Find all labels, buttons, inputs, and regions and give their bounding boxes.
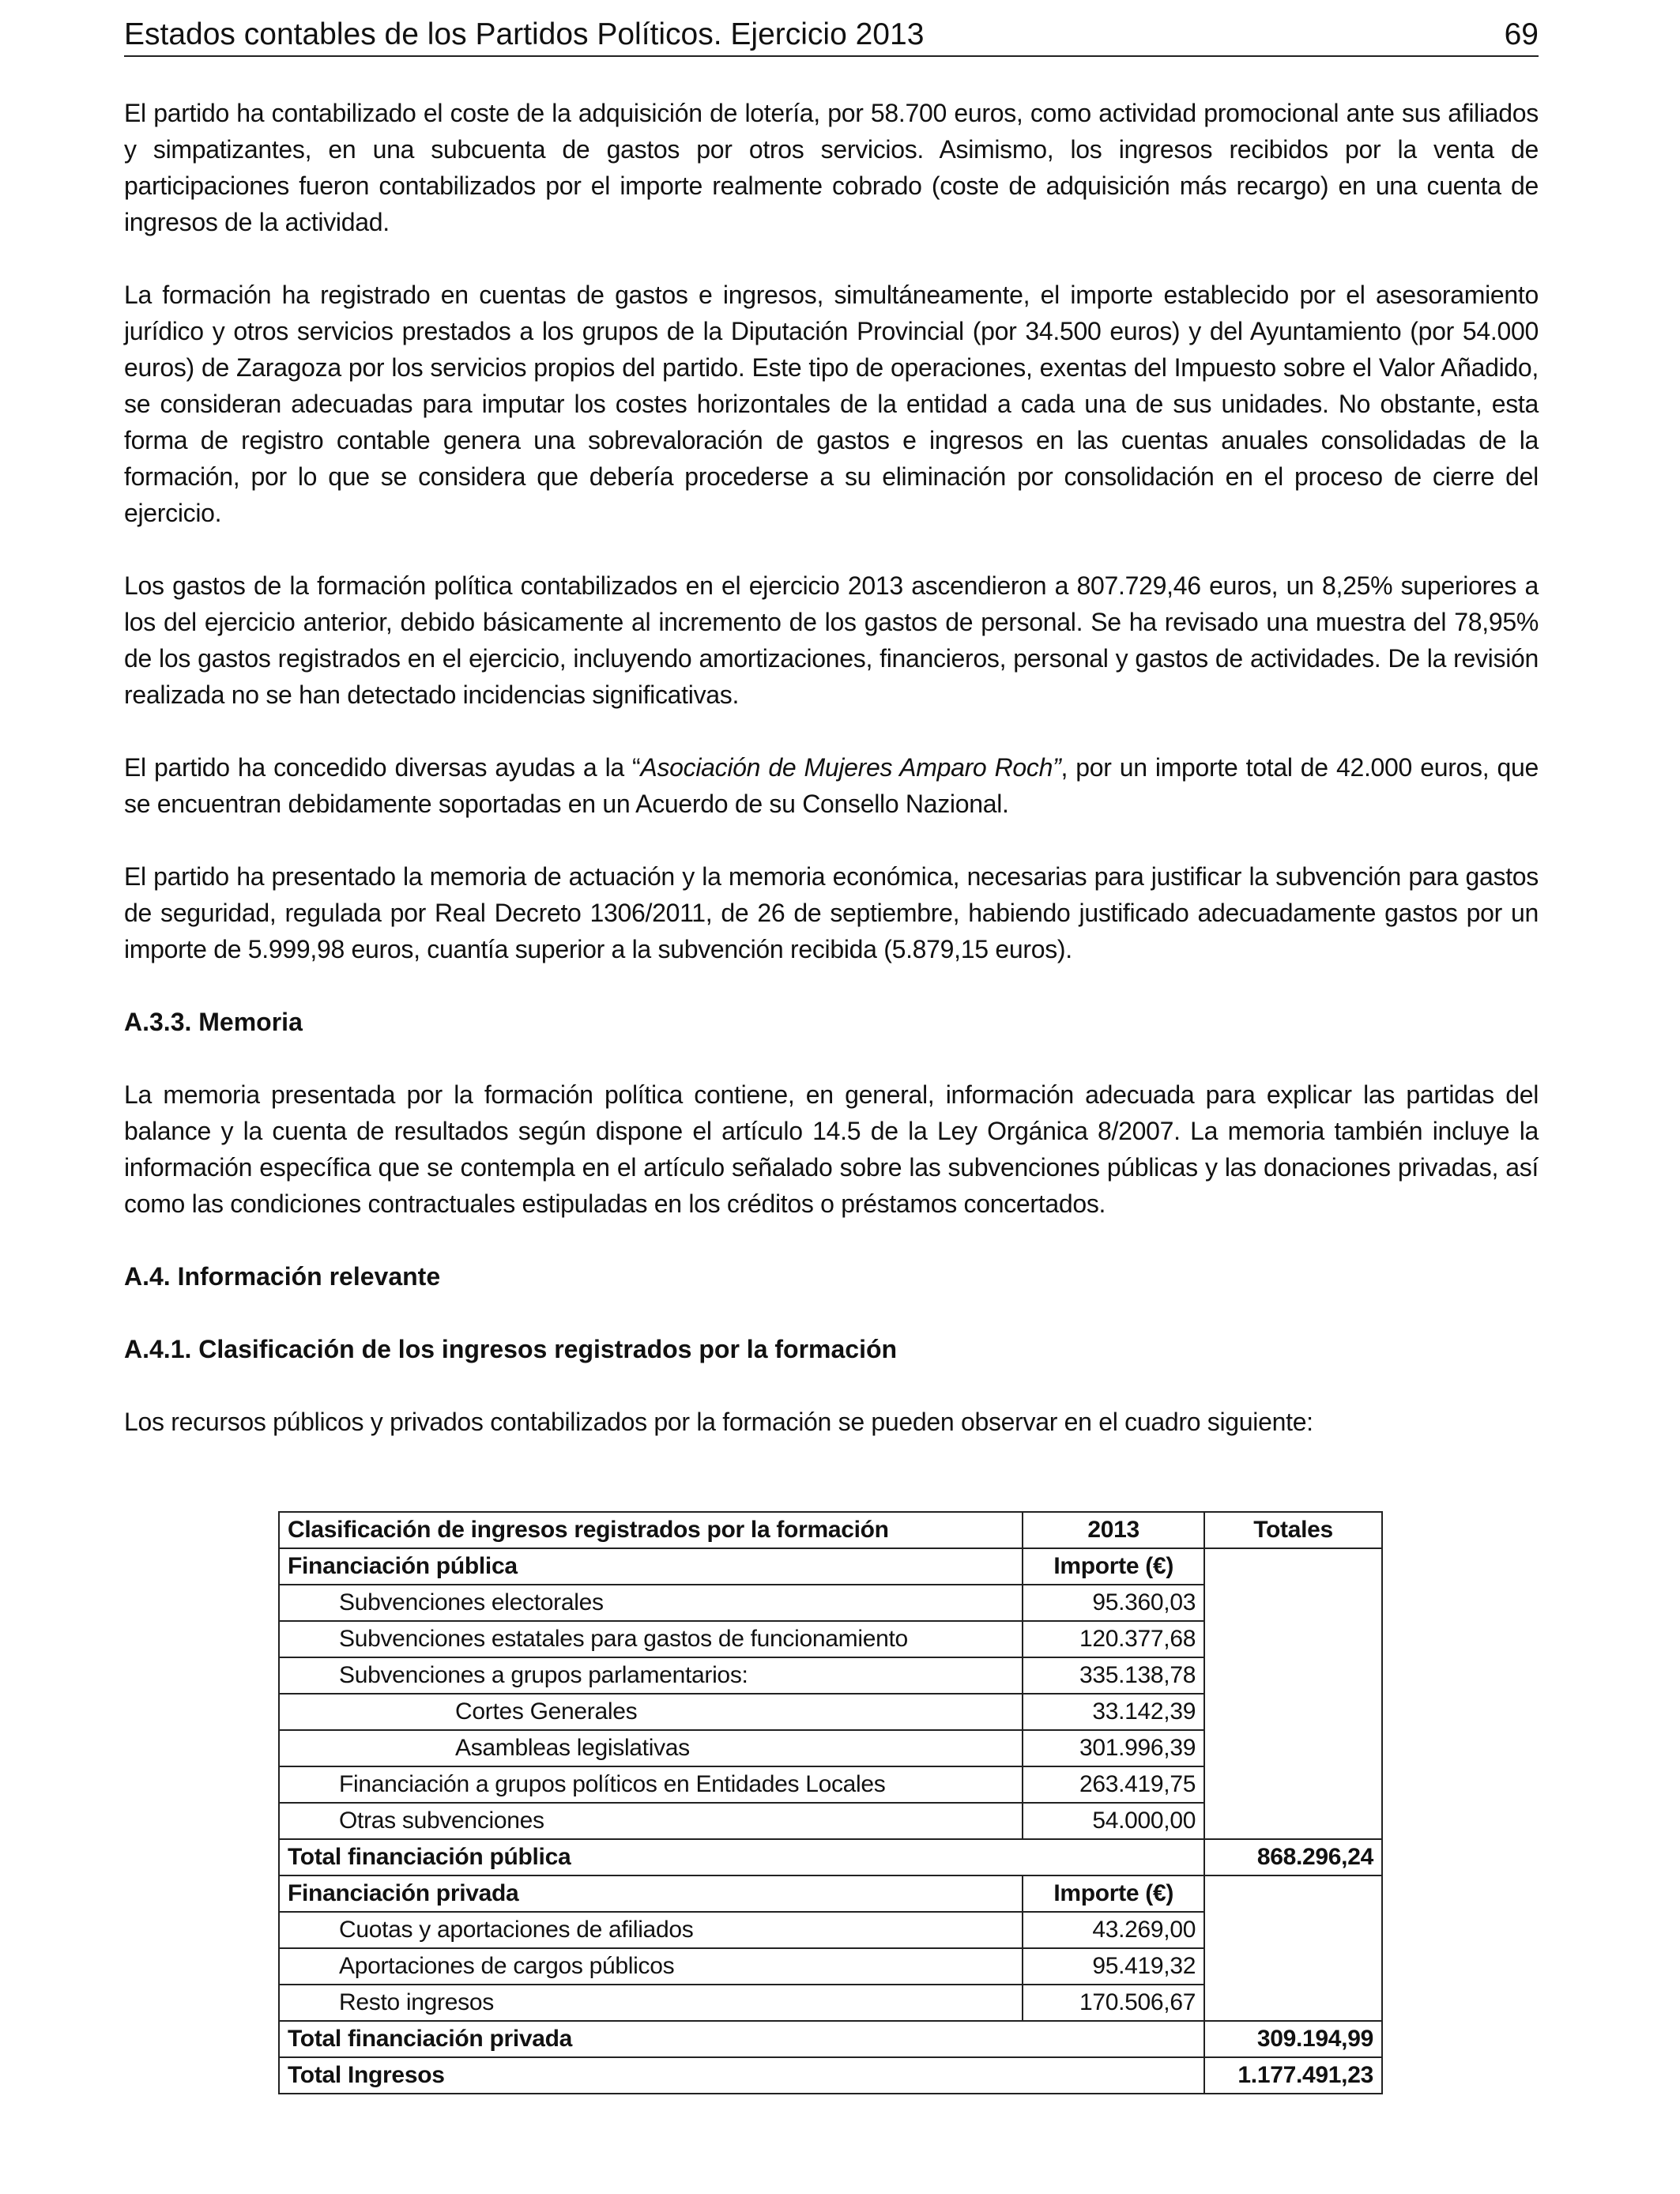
totals-cell-empty	[1204, 1803, 1382, 1839]
row-label: Financiación a grupos políticos en Entidades Locales	[279, 1766, 1023, 1803]
totals-cell-empty	[1204, 1985, 1382, 2021]
public-total-value: 868.296,24	[1204, 1839, 1382, 1875]
private-amount-header: Importe (€)	[1023, 1875, 1204, 1912]
heading-informacion-relevante: A.4. Información relevante	[124, 1262, 441, 1291]
totals-cell-empty	[1204, 1621, 1382, 1657]
table-row	[279, 1912, 1382, 1948]
row-label: Subvenciones a grupos parlamentarios:	[279, 1657, 1023, 1694]
table-row	[279, 1585, 1382, 1621]
paragraph-asesoramiento: La formación ha registrado en cuentas de gastos e ingresos, simultáneamente, el importe establecido por el asesoramiento jurídico y otros servicios prestados a los grupos de la Diputación Provincial (por 34.500 euros) y del Ayuntamiento (por 54.000 euros) de Zaragoza por los servicios propios del partido. Este tipo de operaciones, exentas del Impuesto sobre el Valor Añadido, se consideran adecuadas para imputar los costes horizontales de la entidad a cada una de sus unidades. No obstante, esta forma de registro contable genera una sobrevaloración de gastos e ingresos en las cuentas anuales consolidadas de la formación, por lo que se considera que debería procederse a su eliminación por consolidación en el proceso de cierre del ejercicio.	[124, 281, 1539, 527]
heading-clasificacion-ingresos: A.4.1. Clasificación de los ingresos registrados por la formación	[124, 1335, 898, 1363]
page-number: 69	[1504, 17, 1539, 51]
table-row	[279, 1948, 1382, 1985]
table-header-label: Clasificación de ingresos registrados por la formación	[279, 1512, 1023, 1548]
row-value: 43.269,00	[1023, 1912, 1204, 1948]
paragraph-cuadro-intro: Los recursos públicos y privados contabilizados por la formación se pueden observar en el cuadro siguiente:	[124, 1408, 1313, 1436]
page-header	[124, 14, 1539, 57]
table-row	[279, 1803, 1382, 1839]
grand-total-value: 1.177.491,23	[1204, 2057, 1382, 2094]
table-header-totals: Totales	[1204, 1512, 1382, 1548]
table-row	[279, 1766, 1382, 1803]
row-label: Asambleas legislativas	[279, 1730, 1023, 1766]
row-label: Cortes Generales	[279, 1694, 1023, 1730]
table-row	[279, 2057, 1382, 2094]
public-total-label: Total financiación pública	[279, 1839, 1204, 1875]
paragraph-ayudas	[124, 749, 1539, 822]
totals-cell-empty	[1204, 1657, 1382, 1694]
private-total-label: Total financiación privada	[279, 2021, 1204, 2057]
document-body	[124, 95, 1539, 1476]
row-label: Otras subvenciones	[279, 1803, 1023, 1839]
row-label: Subvenciones electorales	[279, 1585, 1023, 1621]
totals-cell-empty	[1204, 1948, 1382, 1985]
totals-cell-empty	[1204, 1730, 1382, 1766]
ayudas-asociacion-name: Asociación de Mujeres Amparo Roch”	[640, 753, 1061, 782]
ayudas-text-post: , por un importe total de 42.000 euros, que se encuentran debidamente soportadas en un Acuerdo de su Consello Nazional.	[124, 753, 1539, 818]
row-value: 33.142,39	[1023, 1694, 1204, 1730]
row-label: Aportaciones de cargos públicos	[279, 1948, 1023, 1985]
heading-memoria: A.3.3. Memoria	[124, 1008, 303, 1036]
row-value: 335.138,78	[1023, 1657, 1204, 1694]
table-row	[279, 1694, 1382, 1730]
table-row	[279, 1839, 1382, 1875]
totals-cell-empty	[1204, 1766, 1382, 1803]
row-value: 95.360,03	[1023, 1585, 1204, 1621]
grand-total-label: Total Ingresos	[279, 2057, 1204, 2094]
table-row	[279, 1657, 1382, 1694]
row-label: Cuotas y aportaciones de afiliados	[279, 1912, 1023, 1948]
totals-cell-empty	[1204, 1585, 1382, 1621]
row-label: Resto ingresos	[279, 1985, 1023, 2021]
totals-cell-empty	[1204, 1912, 1382, 1948]
row-value: 95.419,32	[1023, 1948, 1204, 1985]
row-value: 301.996,39	[1023, 1730, 1204, 1766]
table-row	[279, 1730, 1382, 1766]
private-funding-label: Financiación privada	[279, 1875, 1023, 1912]
totals-cell-empty	[1204, 1548, 1382, 1585]
public-amount-header: Importe (€)	[1023, 1548, 1204, 1585]
paragraph-memoria: La memoria presentada por la formación política contiene, en general, información adecuada para explicar las partidas del balance y la cuenta de resultados según dispone el artículo 14.5 de la Ley Orgánica 8/2007. La memoria también incluye la información específica que se contempla en el artículo señalado sobre las subvenciones públicas y las donaciones privadas, así como las condiciones contractuales estipuladas en los créditos o préstamos concertados.	[124, 1080, 1539, 1218]
table-row	[279, 1548, 1382, 1585]
row-value: 263.419,75	[1023, 1766, 1204, 1803]
totals-cell-empty	[1204, 1694, 1382, 1730]
table-row	[279, 1875, 1382, 1912]
row-value: 170.506,67	[1023, 1985, 1204, 2021]
row-value: 54.000,00	[1023, 1803, 1204, 1839]
table-header-row	[279, 1512, 1382, 1548]
paragraph-seguridad: El partido ha presentado la memoria de actuación y la memoria económica, necesarias para justificar la subvención para gastos de seguridad, regulada por Real Decreto 1306/2011, de 26 de septiembre, habiendo justificado adecuadamente gastos por un importe de 5.999,98 euros, cuantía superior a la subvención recibida (5.879,15 euros).	[124, 862, 1539, 963]
table-row	[279, 1985, 1382, 2021]
paragraph-loteria: El partido ha contabilizado el coste de la adquisición de lotería, por 58.700 euros, como actividad promocional ante sus afiliados y simpatizantes, en una subcuenta de gastos por otros servicios. Asimismo, los ingresos recibidos por la venta de participaciones fueron contabilizados por el importe realmente cobrado (coste de adquisición más recargo) en una cuenta de ingresos de la actividad.	[124, 99, 1539, 236]
private-total-value: 309.194,99	[1204, 2021, 1382, 2057]
income-classification-table	[278, 1511, 1383, 2094]
table-header-year: 2013	[1023, 1512, 1204, 1548]
public-funding-label: Financiación pública	[279, 1548, 1023, 1585]
paragraph-gastos: Los gastos de la formación política contabilizados en el ejercicio 2013 ascendieron a 807.729,46 euros, un 8,25% superiores a los del ejercicio anterior, debido básicamente al incremento de los gastos de personal. Se ha revisado una muestra del 78,95% de los gastos registrados en el ejercicio, incluyendo amortizaciones, financieros, personal y gastos de actividades. De la revisión realizada no se han detectado incidencias significativas.	[124, 571, 1539, 709]
row-value: 120.377,68	[1023, 1621, 1204, 1657]
totals-cell-empty	[1204, 1875, 1382, 1912]
table-row	[279, 1621, 1382, 1657]
header-title: Estados contables de los Partidos Políticos. Ejercicio 2013	[124, 17, 925, 51]
ayudas-text-pre: El partido ha concedido diversas ayudas a la “	[124, 753, 641, 782]
row-label: Subvenciones estatales para gastos de funcionamiento	[279, 1621, 1023, 1657]
table-row	[279, 2021, 1382, 2057]
